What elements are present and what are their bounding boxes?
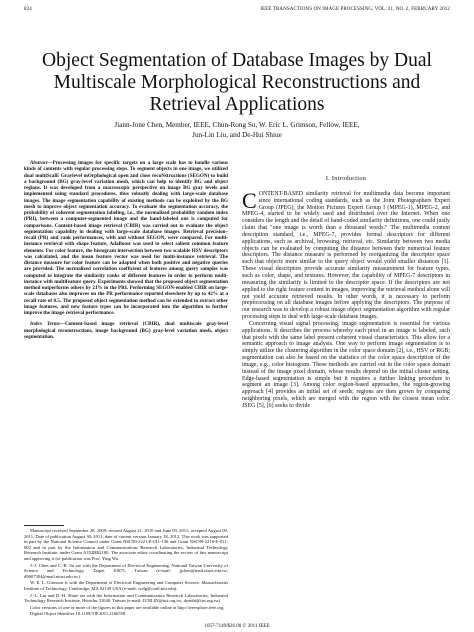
footnote-author-affiliation: W. E. L. Grimson is with the Department of Electrical Engineering and Computer Science, Massachusetts Institute of Technology, Cambridge, MA 02139 USA (e-mail: welg@csail.mit.edu). [24, 580, 228, 592]
footnote-color-versions: Color versions of one or more of the figures in this paper are available online at http://ieeexplore.ieee.org. [30, 604, 225, 610]
abstract-lead: Abstract [30, 160, 48, 166]
journal-name: IEEE TRANSACTIONS ON IMAGE PROCESSING, VOL. 21, NO. 2, FEBRUARY 2012 [260, 6, 450, 12]
abstract-text: —Processing images for specific targets on a large scale has to handle various kinds of contents with regular processing steps. To segment objects in one image, we utilized dual multiScalE Graylevel mOrphological open and close recoNstructions (SEGON) to build a background (BG) gray-level variation mesh, which can help to identify BG and object regions. It was developed from a macroscopic perspective on image BG gray levels and implemented using standard procedures, thus robustly dealing with large-scale database images. The image segmentation capability of existing methods can be exploited by the BG mesh to improve object segmentation accuracy. To evaluate the segmentation accuracy, the probability of coherent segmentation labeling, i.e., the normalized probability random index (PRI), between a computer-segmented image and the hand-labeled one is computed for comparisons. Content-based image retrieval (CBIR) was carried out to evaluate the object segmentation capability in dealing with large-scale database images. Retrieval precision–recall (PR) and rank performances, with and without SEGON, were compared. For multi-instance retrieval with shape feature, AdaBoost was used to select salient common feature elements. For color feature, the histogram intersection between two scalable HSV descriptors was calculated, and the mean feature vector was used for multi-instance retrieval. The distance measure for color feature can be adapted when both positive and negative queries are provided. The normalized correlation coefficient of features among query samples was computed to integrate the similarity ranks of different features in order to perform multi-instance with multifeature query. Experiments showed that the proposed object segmentation method outperforms others by 21% in the PRI. Performing SEGON-enabled CBIR on large-scale databases also improves on the PR performance reported elsewhere by up to 42% at a recall rate of 0.5. The proposed object segmentation method can be extended to extract other image features, and new feature types can be incorporated into the algorithm to further improve the image retrieval performance. [24, 160, 228, 316]
abstract [24, 160, 228, 316]
left-column [24, 160, 228, 618]
page-number: 824 [24, 6, 32, 12]
author-line-2: Jun-Lin Liu, and De-Hui Shiue [192, 131, 282, 139]
footnote-author-affiliation: J.-J. Chen and C.-R. Su are with the Department of Electrical Engineering, National Taiwan University of Science and Technology, Taipei 10673, Taiwan (e-mail: jjchen@mail.ntust.edu.tw; d9607304@mail.ntust.edu.tw). [24, 562, 228, 579]
footnote-doi: Digital Object Identifier 10.1109/TIP.2011.2166558 [30, 611, 126, 617]
copyright-footer: 1057-7149/$26.00 © 2011 IEEE [204, 624, 270, 629]
paper-title: Object Segmentation of Database Images by Dual Multiscale Morphological Reconstructions and Retrieval Applications [42, 50, 432, 115]
footnote-author-affiliation: J.-L. Liu and D.-H. Shiue are with the Information and Communication Research Laboratories, Industrial Technology Research Institute, Hsinchu 31040, Taiwan (e-mail: JUNLIN@itri.org.tw; dyanhi@itri.org.tw). [24, 592, 228, 604]
index-terms-lead: Index Terms [30, 321, 60, 328]
drop-cap: C [242, 187, 257, 213]
index-terms-text: —Content-based image retrieval (CBIR), dual multiscale gray-level morphological reconstructions, image background (BG) gray-level variation mesh, object segmentation. [24, 321, 228, 340]
footnotes [24, 525, 228, 618]
intro-paragraph-text: ONTENT-BASED similarity retrieval for multimedia data become important since international coding standards, such as the Joint Photographers Expert Group (JPEG), the Motion Pictures Expert Group I (MPEG-1), MPEG-2, and MPEG-4, started to be widely used and distributed over the Internet. When one considers the length and the detail of hand-coded similarity definitions, one could justly claim that "one image is worth than a thousand words." The multimedia content description standard, i.e., MPEG-7, provides formal descriptors for different applications, such as archival, browsing, retrieval, etc. Similarity between two media objects can be evaluated by computing the distance between their numerical feature descriptors. The distance measure is performed by reorganizing the descriptor space such that objects more similar to the query object would yield smaller distances [1]. These visual descriptors provide accurate similarity measurement for feature types, such as color, shape, and textures. However, the capability of MPEG-7 descriptors in measuring the similarity is limited to the descriptor space. If the descriptors are not applied to the right feature content in images, improving the retrieval method alone will not yield accurate retrieved results. In other words, it is necessary to perform preprocessing on all database images before applying the descriptors. The purpose of our research was to develop a robust image object segmentation algorithm with regular processing steps to deal with large-scale database images. [242, 190, 450, 321]
section-heading: I. Introduction [325, 175, 367, 182]
intro-paragraph: Concerning visual signal processing, image segmentation is essential for various applications. It describes the process whereby each pixel in an image is labeled, such that pixels with the same label present coherent visual characteristics. This allow for a semantic approach to image analysis. One way to perform image segmentation is to simply utilize the clustering algorithm in the color space domain [2], i.e., HSV or RGB; segmentation can also be based on the statistics of the color space description of the image, e.g., color histogram. These methods are carried out in the color space domain instead of the image pixel domain, whose results depend on the initial cluster setting. Edge-based segmentation is simple but it requires a further linking procedure to segment an image [3]. Among color region-based approaches, the region-growing approach [4] provides an initial set of seeds; regions are then grown by comparing neighboring pixels, which are merged with the region with the closest mean color. JSEG [5], [6] seeks to divide [242, 320, 450, 409]
intro-paragraph [242, 187, 450, 321]
footnote-manuscript: Manuscript received September 28, 2009; revised August 21, 2010 and June 09, 2011; accepted August 09, 2011. Date of publication August 30, 2011; date of current version January 18, 2012. This work was supported in part by the National Science Council under Grant NSC99-2221-E-011-136 and Grant NSC99-2218-E-011-002 and in part by the Information and Communications Research Laboratories, Industrial Technology Research Institute, under Grant A352BR2100. The associate editor coordinating the review of this manuscript and approving it for publication was Prof. Ying Wu. [24, 528, 228, 562]
footnote-rule [24, 525, 64, 526]
index-terms [24, 321, 228, 340]
author-list [24, 120, 450, 140]
right-column [242, 160, 450, 618]
author-line-1: Jiann-Jone Chen, Member, IEEE, Chun-Rong Su, W. Eric L. Grimson, Fellow, IEEE, [114, 121, 360, 129]
running-header [24, 4, 450, 14]
